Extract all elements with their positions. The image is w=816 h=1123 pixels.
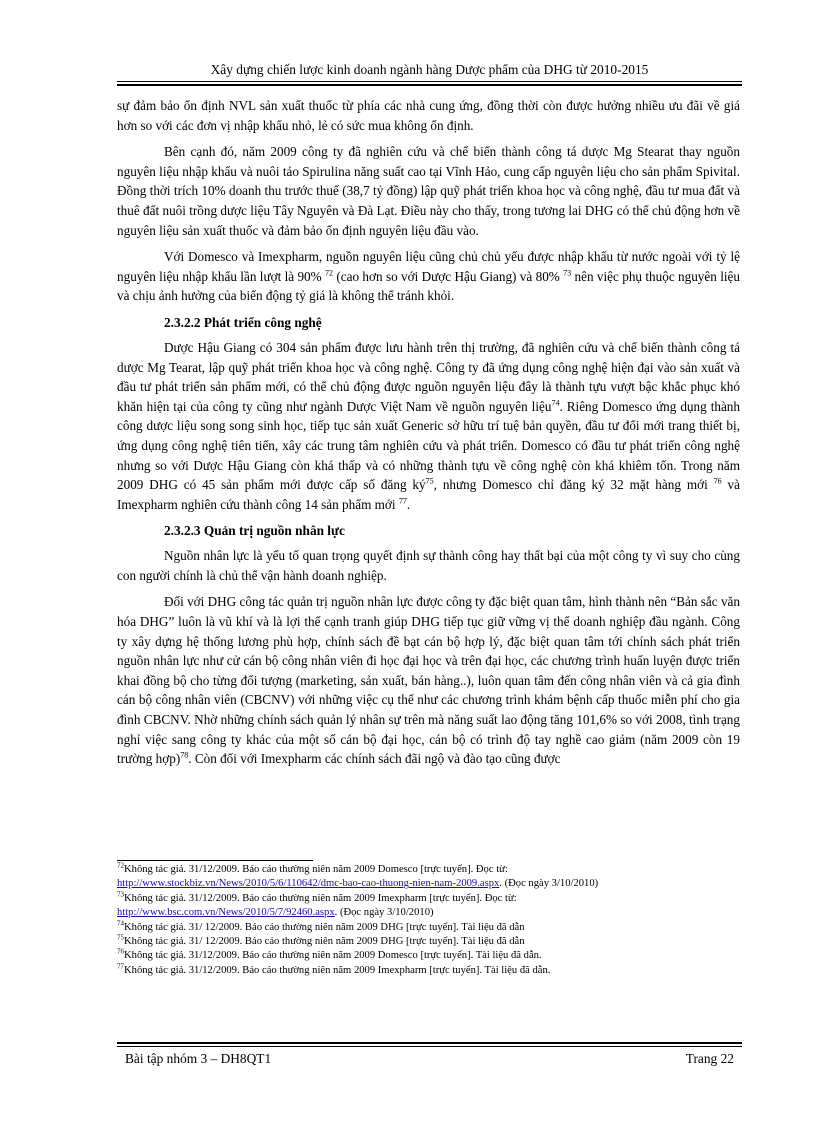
paragraph-3-text-b: (cao hơn so với Dược Hậu Giang) và 80%	[333, 268, 564, 284]
footer-course: Bài tập nhóm 3 – DH8QT1	[125, 1051, 272, 1066]
paragraph-6-text-a: Đối với DHG công tác quản trị nguồn nhân lực được công ty đặc biệt quan tâm, hình thành nên “Bản sắc văn hóa DHG” luôn là vũ khí và là lợi thế cạnh tranh giúp DHG tiếp tục giữ vững vị thế doanh nghiệp đầu ngành. Công ty xây dựng hệ thống lương phù hợp, chính sách đề bạt cán bộ hợp lý, đặc biệt quan tâm tới chính sách phát triển nguồn nhân lực như cử cán bộ công nhân viên đi học đại học và trên đại học, các chương trình huấn luyện được triển khai đồng bộ cho từng đối tượng (marketing, sản xuất, bán hàng..), luôn quan tâm đến công nhân viên và cả gia đình cán bộ công nhân viên (CBCNV) với những việc cụ thể như các chương trình khám bệnh cấp thuốc miễn phí cho gia đình CBCNV. Nhờ những chính sách quản lý nhân sự trên mà năng suất lao động tăng 101,6% so với 2008, tình trạng nghỉ việc sang công ty khác của một số cán bộ đại học, cán bộ có trình độ tay nghề cao giảm (năm 2009 còn 19 trường hợp)	[117, 594, 740, 767]
paragraph-3	[117, 247, 740, 306]
section-heading-2-3-2-3: 2.3.2.3 Quản trị nguồn nhân lực	[164, 523, 345, 539]
paragraph-4	[117, 338, 740, 514]
footnote-number: 72	[117, 861, 124, 870]
footnote-76	[117, 949, 742, 963]
footnote-ref-73[interactable]: 73	[563, 268, 572, 278]
paragraph-3-text-c: nên việc phụ thuộc nguyên liệu và chịu ảnh hưởng của biến động tỷ giá là không thể tránh khỏi.	[117, 268, 740, 304]
footnote-text: Không tác giả. 31/ 12/2009. Báo cáo thường niên năm 2009 DHG [trực tuyến]. Tài liệu đã dẫn	[124, 936, 525, 948]
paragraph-4-text-d: và Imexpharm nghiên cứu thành công 14 sản phẩm mới	[117, 477, 740, 512]
footnote-ref-75[interactable]: 75	[425, 476, 434, 486]
footnote-number: 74	[117, 919, 124, 928]
footnote-number: 77	[117, 962, 124, 971]
paragraph-4-text-a: Dược Hậu Giang có 304 sản phẩm được lưu hành trên thị trường, đã nghiên cứu và chế biến thành công tá dược Mg Tearat, lập quỹ phát triển khoa học và công nghệ. Công ty đã ứng dụng công nghệ hiện đại vào sản xuất và đầu tư phát triển sản phẩm mới, có thể chủ động được nguồn nguyên liệu đây là thành tựu vượt bậc khắc phục khó khăn hiện tại của công ty cũng như ngành Dược Việt Nam về nguồn nguyên liệu	[117, 339, 740, 414]
footnote-72	[117, 863, 742, 892]
footnote-number: 76	[117, 947, 124, 956]
paragraph-6-text-b: . Còn đối với Imexpharm các chính sách đãi ngộ và đào tạo cũng được	[188, 751, 561, 767]
footnote-73	[117, 892, 742, 921]
paragraph-5: Nguồn nhân lực là yếu tố quan trọng quyết định sự thành công hay thất bại của một công ty vì suy cho cùng con người chính là chủ thể vận hành doanh nghiệp.	[117, 548, 740, 583]
footnote-separator	[117, 860, 313, 861]
footnote-text: Không tác giả. 31/12/2009. Báo cáo thường niên năm 2009 Domesco [trực tuyến]. Tài liệu đã dẫn.	[124, 950, 542, 962]
footnote-number: 73	[117, 890, 124, 899]
section-heading-2-3-2-2: 2.3.2.2 Phát triển công nghệ	[164, 314, 322, 330]
header-rule-top	[117, 81, 742, 82]
footnote-ref-76[interactable]: 76	[713, 476, 722, 486]
header-rule-bottom	[117, 84, 742, 86]
footnote-ref-74[interactable]: 74	[551, 398, 560, 408]
footnote-after: . (Đọc ngày 3/10/2010)	[499, 878, 599, 890]
footnote-text: Không tác giả. 31/12/2009. Báo cáo thường niên năm 2009 Imexpharm [trực tuyến]. Đọc từ:	[124, 892, 517, 904]
footer-rule-top	[117, 1042, 742, 1044]
paragraph-2: Bên cạnh đó, năm 2009 công ty đã nghiên cứu và chế biến thành công tá dược Mg Stearat thay nguồn nguyên liệu nhập khẩu và nuôi tảo Spirulina năng suất cao tại Vĩnh Hảo, cung cấp nguyên liệu cho sản phẩm Spivital. Đồng thời trích 10% doanh thu trước thuế (38,7 tỷ đồng) lập quỹ phát triển khoa học và công nghệ, đầu tư mua đất và thuê đất nuôi trồng dược liệu Tây Nguyên và Đà Lạt. Điều này cho thấy, trong tương lai DHG có thể chủ động hơn về nguyên liệu sản xuất thuốc và đảm bảo ổn định nguyên liệu đầu vào.	[117, 144, 740, 238]
footnote-ref-77[interactable]: 77	[398, 496, 407, 506]
footnote-after: . (Đọc ngày 3/10/2010)	[334, 907, 434, 919]
footnotes	[117, 863, 742, 978]
running-header: Xây dựng chiến lược kinh doanh ngành hàng Dược phẩm của DHG từ 2010-2015	[210, 62, 649, 77]
footnote-77	[117, 964, 742, 978]
footnote-ref-78[interactable]: 78	[180, 750, 189, 760]
page-number: Trang 22	[685, 1051, 734, 1066]
paragraph-3-text-a: Với Domesco và Imexpharm, nguồn nguyên liệu cũng chủ chủ yếu được nhập khẩu từ nước ngoài với tỷ lệ nguyên liệu nhập khẩu lần lượt là 90%	[117, 249, 740, 284]
footnote-link[interactable]: http://www.stockbiz.vn/News/2010/5/6/110642/dmc-bao-cao-thuong-nien-nam-2009.aspx	[117, 878, 500, 890]
footnote-74	[117, 921, 742, 935]
footnote-75	[117, 935, 742, 949]
footnote-link[interactable]: http://www.bsc.com.vn/News/2010/5/7/92460.aspx	[117, 907, 335, 919]
paragraph-6	[117, 592, 740, 768]
footnote-number: 75	[117, 933, 124, 942]
paragraph-1: sự đảm bảo ổn định NVL sản xuất thuốc từ phía các nhà cung ứng, đồng thời còn được hưởng nhiều ưu đãi về giá hơn so với các đơn vị nhập khẩu nhỏ, lẻ có sức mua không ổn định.	[117, 98, 740, 133]
paragraph-4-text-b: . Riêng Domesco ứng dụng thành công dược liệu song song sinh học, tiếp tục sản xuất Generic sở hữu trí tuệ bản quyền, đầu tư đổi mới trang thiết bị, ứng dụng công nghệ tiên tiến, xây các trung tâm nghiên cứu và phát triển. Domesco có đầu tư phát triển công nghệ nhưng so với Dược Hậu Giang còn khá thấp và có những thành tựu về công nghệ còn khá khiêm tốn. Trong năm 2009 DHG có 45 sản phẩm mới được cấp số đăng ký	[117, 398, 740, 493]
footnote-ref-72[interactable]: 72	[325, 268, 334, 278]
footnote-text: Không tác giả. 31/12/2009. Báo cáo thường niên năm 2009 Domesco [trực tuyến]. Đọc từ:	[124, 864, 508, 875]
footnote-text: Không tác giả. 31/ 12/2009. Báo cáo thường niên năm 2009 DHG [trực tuyến]. Tài liệu đã dẫn	[124, 921, 525, 933]
paragraph-4-text-c: , nhưng Domesco chỉ đăng ký 32 mặt hàng mới	[433, 477, 714, 493]
paragraph-4-text-e: .	[406, 496, 411, 512]
document-body	[117, 96, 740, 776]
footer-rule-bottom	[117, 1046, 742, 1047]
footnote-text: Không tác giả. 31/12/2009. Báo cáo thường niên năm 2009 Imexpharm [trực tuyến]. Tài liệu đã dẫn.	[124, 964, 551, 976]
